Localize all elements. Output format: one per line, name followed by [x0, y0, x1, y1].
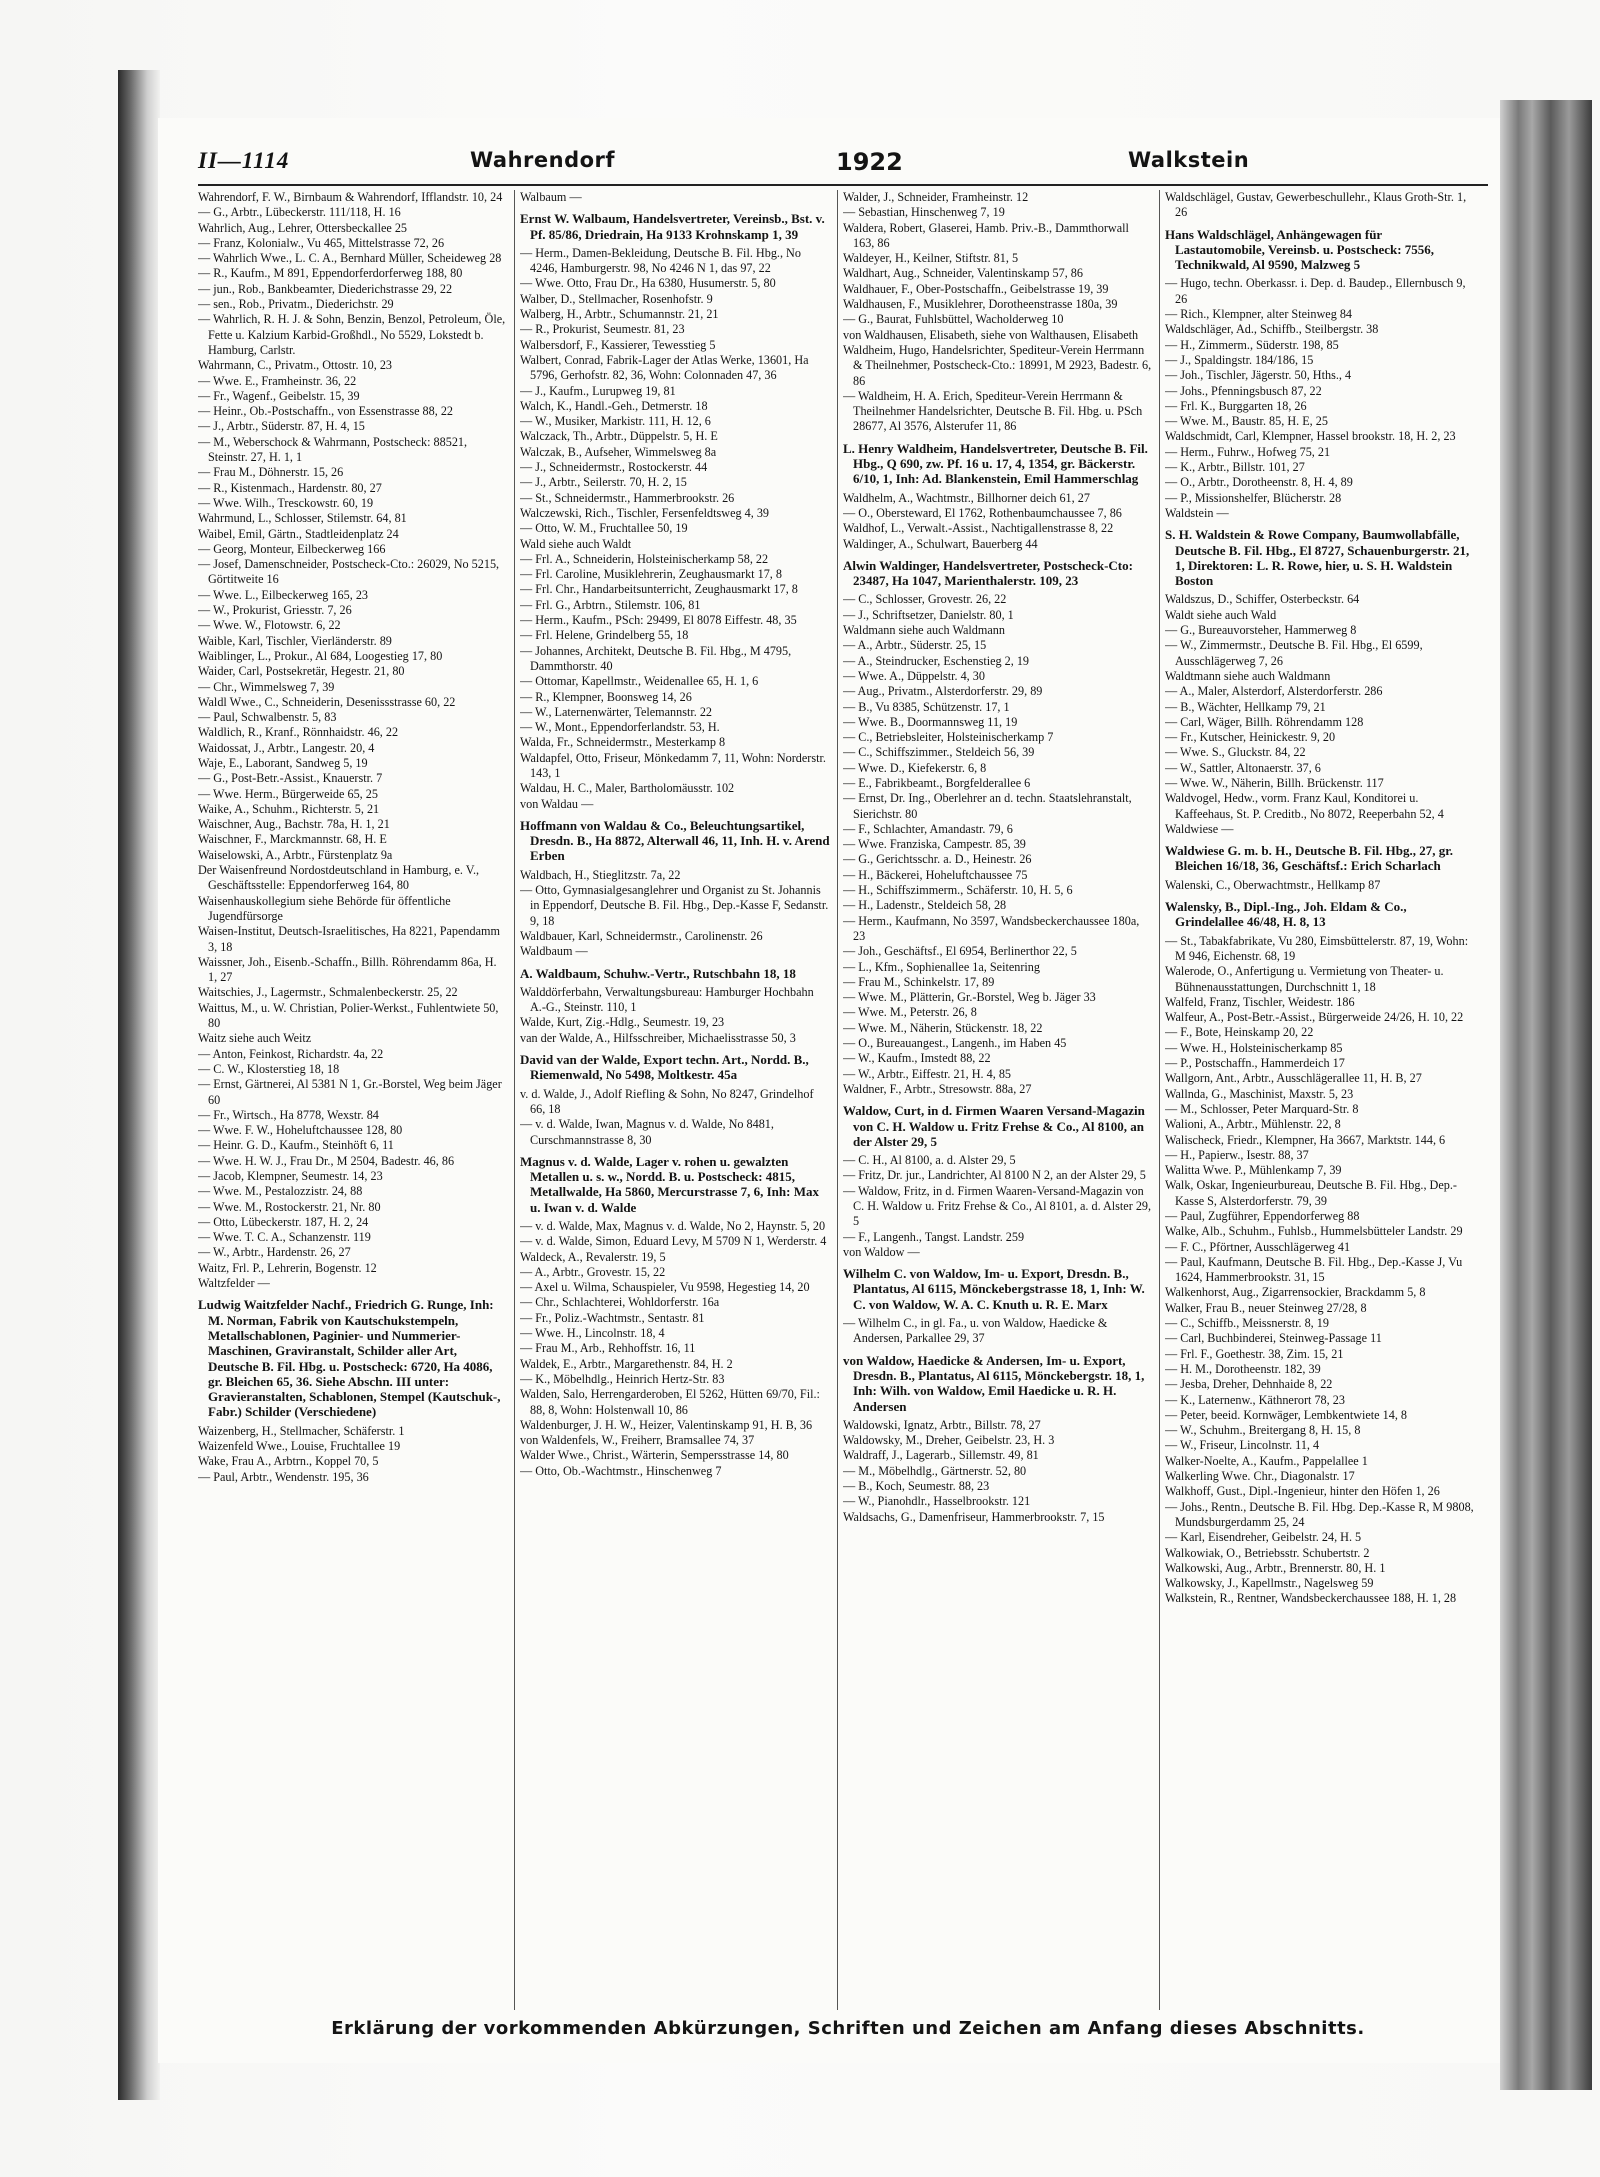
directory-entry: — R., Kaufm., M 891, Eppendorferdorferweg 188, 80 — [198, 266, 463, 281]
directory-entry: — Wwe. D., Kiefekerstr. 6, 8 — [843, 760, 987, 775]
directory-entry: — Georg, Monteur, Eilbeckerweg 166 — [198, 541, 386, 556]
directory-entry: — Wwe. A., Düppelstr. 4, 30 — [843, 668, 985, 683]
directory-entry: — H., Zimmerm., Süderstr. 198, 85 — [1165, 337, 1339, 352]
directory-entry: S. H. Waldstein & Rowe Company, Baumwollabfälle, Deutsche B. Fil. Hbg., El 8727, Schauenburgerstr. 21, 1, Direktoren: L. R. Rowe, hier, u. S. H. Waldstein Boston — [1165, 527, 1470, 589]
directory-entry: — W., Arbtr., Eiffestr. 21, H. 4, 85 — [843, 1066, 1012, 1081]
directory-entry: — Wwe. W., Flotowstr. 6, 22 — [198, 618, 341, 633]
directory-entry: Waje, E., Laborant, Sandweg 5, 19 — [198, 755, 368, 770]
directory-entry: — Johannes, Architekt, Deutsche B. Fil. Hbg., M 4795, Dammthorstr. 40 — [520, 643, 792, 673]
directory-entry: — v. d. Walde, Iwan, Magnus v. d. Walde, No 8481, Curschmannstrasse 8, 30 — [520, 1117, 774, 1147]
directory-entry: — Ernst, Gärtnerei, Al 5381 N 1, Gr.-Borstel, Weg beim Jäger 60 — [198, 1077, 502, 1107]
directory-entry: Waldstein — — [1165, 505, 1229, 520]
directory-column-3 — [843, 190, 1153, 2010]
directory-entry: — Otto, W. M., Fruchtallee 50, 19 — [520, 521, 688, 536]
directory-entry: — F., Langenh., Tangst. Landstr. 259 — [843, 1229, 1025, 1244]
directory-entry: Waitz, Frl. P., Lehrerin, Bogenstr. 12 — [198, 1260, 377, 1275]
directory-entry: Walk, Oskar, Ingenieurbureau, Deutsche B. Fil. Hbg., Dep.-Kasse S, Alsterdorferstr. 79, 39 — [1165, 1178, 1457, 1208]
directory-entry: — Wwe. M., Rostockerstr. 21, Nr. 80 — [198, 1199, 381, 1214]
directory-entry: Alwin Waldinger, Handelsvertreter, Postscheck-Cto: 23487, Ha 1047, Marienthalerstr. 109, 23 — [843, 557, 1133, 589]
directory-entry: — Josef, Damenschneider, Postscheck-Cto.: 26029, No 5215, Görtitweite 16 — [198, 557, 500, 587]
directory-entry: Walczack, Th., Arbtr., Düppelstr. 5, H. E — [520, 429, 718, 444]
directory-entry: Walczewski, Rich., Tischler, Fersenfeldtsweg 4, 39 — [520, 505, 770, 520]
directory-entry: — R., Prokurist, Seumestr. 81, 23 — [520, 322, 685, 337]
directory-entry: — K., Laternenw., Käthnerort 78, 23 — [1165, 1392, 1345, 1407]
directory-entry: Waldszus, D., Schiffer, Osterbeckstr. 64 — [1165, 592, 1360, 607]
directory-entry: Walkhoff, Gust., Dipl.-Ingenieur, hinter den Höfen 1, 26 — [1165, 1484, 1440, 1499]
directory-entry: — Wwe. M., Plätterin, Gr.-Borstel, Weg b. Jäger 33 — [843, 990, 1096, 1005]
directory-entry: Waldt siehe auch Wald — [1165, 607, 1277, 622]
directory-entry: Hoffmann von Waldau & Co., Beleuchtungsartikel, Dresdn. B., Ha 8872, Alterwall 46, 11, Inh. H. v. Arend Erben — [520, 817, 830, 864]
directory-entry: — Herm., Kaufm., PSch: 29499, El 8078 Eiffestr. 48, 35 — [520, 613, 797, 628]
directory-entry: — Fr., Poliz.-Wachtmstr., Sentastr. 81 — [520, 1310, 705, 1325]
directory-entry: Waiblinger, L., Prokur., Al 684, Loogestieg 17, 80 — [198, 648, 443, 663]
directory-entry: Waider, Carl, Postsekretär, Hegestr. 21, 80 — [198, 664, 405, 679]
directory-entry: — Paul, Schwalbenstr. 5, 83 — [198, 710, 337, 725]
directory-entry: — Frau M., Döhnerstr. 15, 26 — [198, 465, 344, 480]
directory-entry: — H., Ladenstr., Steldeich 58, 28 — [843, 898, 1007, 913]
directory-entry: — Heinr. G. D., Kaufm., Steinhöft 6, 11 — [198, 1138, 394, 1153]
directory-entry: — Karl, Eisendreher, Geibelstr. 24, H. 5 — [1165, 1530, 1362, 1545]
directory-entry: — J., Schriftsetzer, Danielstr. 80, 1 — [843, 607, 1014, 622]
directory-entry: Waldwiese G. m. b. H., Deutsche B. Fil. Hbg., 27, gr. Bleichen 16/18, 36, Geschäftsf.: Erich Scharlach — [1165, 843, 1454, 874]
directory-entry: Waldlich, R., Kranf., Rönnhaidstr. 46, 22 — [198, 725, 399, 740]
directory-entry: Ludwig Waitzfelder Nachf., Friedrich G. Runge, Inh: M. Norman, Fabrik von Kautschukstempeln, Metallschablonen, Paginier- und Nummerier-Maschinen, Graviranstalt, Schilder aller Art, Deutsche B. Fil. Hbg. u. Postscheck: 6720, Ha 4086, gr. Bleichen 65, 36. Siehe Abschn. III unter: Gravieranstalten, Schablonen, Stempel (Kautschuk-, Fabr.) Schilder (Verschiedene) — [198, 1297, 501, 1420]
directory-entry: Waldera, Robert, Glaserei, Hamb. Priv.-B., Dammthorwall 163, 86 — [843, 220, 1129, 250]
directory-entry: — Carl, Buchbinderei, Steinweg-Passage 11 — [1165, 1331, 1382, 1346]
directory-entry: — G., Bureauvorsteher, Hammerweg 8 — [1165, 623, 1357, 638]
directory-entry: — Herm., Damen-Bekleidung, Deutsche B. Fil. Hbg., No 4246, Hamburgerstr. 98, No 4246 N 1, das 97, 22 — [520, 245, 801, 276]
directory-entry: Walkowsky, J., Kapellmstr., Nagelsweg 59 — [1165, 1576, 1374, 1591]
directory-entry: Waldvogel, Hedw., vorm. Franz Kaul, Konditorei u. Kaffeehaus, St. P. Creditb., No 8072, Reeperbahn 52, 4 — [1165, 791, 1444, 821]
directory-entry: — G., Gerichtsschr. a. D., Heinestr. 26 — [843, 852, 1032, 867]
directory-entry: — W., Zimmermstr., Deutsche B. Fil. Hbg., El 6599, Ausschlägerweg 7, 26 — [1165, 638, 1423, 668]
directory-entry: — Heinr., Ob.-Postschaffn., von Essenstrasse 88, 22 — [198, 404, 454, 419]
directory-entry: — W., Arbtr., Hardenstr. 26, 27 — [198, 1245, 351, 1260]
directory-entry: von Waldow, Haedicke & Andersen, Im- u. Export, Dresdn. B., Plantatus, Al 6115, Mönckebergstr. 18, 1, Inh: Wilh. von Waldow, Emil Haedicke u. R. H. Andersen — [843, 1352, 1145, 1414]
directory-entry: — A., Arbtr., Grovestr. 15, 22 — [520, 1264, 666, 1279]
directory-entry: Waible, Karl, Tischler, Vierländerstr. 89 — [198, 633, 392, 648]
directory-entry: — J., Kaufm., Lurupweg 19, 81 — [520, 383, 676, 398]
directory-entry: Wahrendorf, F. W., Birnbaum & Wahrendorf, Ifflandstr. 10, 24 — [198, 190, 503, 204]
directory-entry: — B., Vu 8385, Schützenstr. 17, 1 — [843, 699, 1010, 714]
directory-entry: — Waldheim, H. A. Erich, Spediteur-Verein Herrmann & Theilnehmer Handelsrichter, Deutsche B. Fil. Hbg. u. PSch 28677, Al 3576, Alsterufer 11, 86 — [843, 388, 1143, 434]
directory-entry: Walkowski, Aug., Arbtr., Brennerstr. 80, H. 1 — [1165, 1560, 1386, 1575]
directory-entry: — Wwe. Herm., Bürgerweide 65, 25 — [198, 786, 378, 801]
directory-entry: Waldsachs, G., Damenfriseur, Hammerbrookstr. 7, 15 — [843, 1509, 1105, 1524]
directory-entry: — Otto, Gymnasialgesanglehrer und Organist zu St. Johannis in Eppendorf, Deutsche B. Fil. Hbg., Dep.-Kasse F, Sedanstr. 9, 18 — [520, 883, 829, 928]
directory-entry: — J., Arbtr., Seilerstr. 70, H. 2, 15 — [520, 475, 687, 490]
directory-entry: Waldschmidt, Carl, Klempner, Hassel brookstr. 18, H. 2, 23 — [1165, 429, 1456, 444]
directory-entry: — W., Laternenwärter, Telemannstr. 22 — [520, 704, 713, 719]
directory-entry: — Paul, Zugführer, Eppendorferweg 88 — [1165, 1209, 1360, 1223]
directory-entry: — Wwe. H., Holsteinischerkamp 85 — [1165, 1040, 1343, 1055]
directory-entry: — W., Prokurist, Griesstr. 7, 26 — [198, 603, 352, 618]
directory-entry: — E., Fabrikbeamt., Borgfelderallee 6 — [843, 775, 1031, 790]
directory-entry: — Johs., Pfenningsbusch 87, 22 — [1165, 383, 1322, 398]
directory-entry: Waldeck, A., Revalerstr. 19, 5 — [520, 1249, 666, 1264]
directory-entry: Walitta Wwe. P., Mühlenkamp 7, 39 — [1165, 1163, 1342, 1178]
directory-entry: — St., Tabakfabrikate, Vu 280, Eimsbüttelerstr. 87, 19, Wohn: M 946, Eichenstr. 68, 19 — [1165, 933, 1469, 963]
directory-entry: — Frl. A., Schneiderin, Holsteinischerkamp 58, 22 — [520, 551, 769, 566]
directory-entry: — Frau M., Arb., Rehhoffstr. 16, 11 — [520, 1341, 696, 1356]
directory-column-4 — [1165, 190, 1475, 2010]
directory-entry: Waldhelm, A., Wachtmstr., Billhorner deich 61, 27 — [843, 490, 1090, 505]
directory-entry: Walker-Noelte, A., Kaufm., Pappelallee 1 — [1165, 1453, 1368, 1468]
directory-column-2 — [520, 190, 830, 2010]
directory-entry: — Paul, Kaufmann, Deutsche B. Fil. Hbg., Dep.-Kasse J, Vu 1624, Hammerbrookstr. 31, 15 — [1165, 1254, 1463, 1285]
directory-entry: — Frl. Caroline, Musiklehrerin, Zeughausmarkt 17, 8 — [520, 567, 782, 582]
directory-entry: Waldau, H. C., Maler, Bartholomäusstr. 102 — [520, 781, 735, 796]
directory-entry: — Wwe. W., Näherin, Billh. Brückenstr. 117 — [1165, 775, 1384, 790]
directory-entry: — Ernst, Dr. Ing., Oberlehrer an d. techn. Staatslehranstalt, Sierichstr. 80 — [843, 791, 1132, 821]
directory-entry: — Wwe. H., Lincolnstr. 18, 4 — [520, 1326, 665, 1341]
directory-entry: von Waldau — — [520, 796, 594, 811]
directory-entry: Wahrlich, Aug., Lehrer, Ottersbeckallee 25 — [198, 220, 408, 235]
directory-entry: — H., Bäckerei, Hoheluftchaussee 75 — [843, 867, 1028, 882]
directory-entry: Walioni, A., Arbtr., Mühlenstr. 22, 8 — [1165, 1117, 1341, 1132]
directory-entry: — Chr., Wimmelsweg 7, 39 — [198, 679, 335, 694]
directory-entry: Wallgorn, Ant., Arbtr., Ausschlägerallee 11, H. B, 27 — [1165, 1071, 1422, 1086]
directory-entry: Waisen-Institut, Deutsch-Israelitisches, Ha 8221, Papendamm 3, 18 — [198, 924, 500, 954]
directory-entry: Waldbaum — — [520, 944, 588, 959]
directory-entry: — Johs., Rentn., Deutsche B. Fil. Hbg. Dep.-Kasse R, M 9808, Mundsburgerdamm 25, 24 — [1165, 1499, 1474, 1529]
directory-entry: — J., Arbtr., Süderstr. 87, H. 4, 15 — [198, 419, 365, 434]
directory-entry: — Ottomar, Kapellmstr., Weidenallee 65, H. 1, 6 — [520, 674, 759, 689]
book-spine-shadow — [118, 70, 160, 2100]
directory-entry: Waidossat, J., Arbtr., Langestr. 20, 4 — [198, 740, 375, 755]
directory-page — [158, 118, 1500, 2063]
directory-entry: — Wwe. Otto, Frau Dr., Ha 6380, Husumerstr. 5, 80 — [520, 276, 776, 291]
column-divider — [514, 190, 515, 2010]
directory-entry: — Sebastian, Hinschenweg 7, 19 — [843, 205, 1005, 220]
directory-entry: Waitz siehe auch Weitz — [198, 1031, 312, 1046]
directory-entry: — J., Spaldingstr. 184/186, 15 — [1165, 352, 1314, 367]
directory-entry: — M., Möbelhdlg., Gärtnerstr. 52, 80 — [843, 1463, 1027, 1478]
directory-entry: von Waldenfels, W., Freiherr, Bramsallee 74, 37 — [520, 1433, 755, 1448]
directory-entry: Waldhauer, F., Ober-Postschaffn., Geibelstrasse 19, 39 — [843, 281, 1109, 296]
directory-entry: Waldhart, Aug., Schneider, Valentinskamp 57, 86 — [843, 266, 1083, 281]
directory-entry: — C., Schiffb., Meissnerstr. 8, 19 — [1165, 1316, 1329, 1331]
directory-entry: Walder, J., Schneider, Framheinstr. 12 — [843, 190, 1029, 204]
directory-entry: Waldowski, Ignatz, Arbtr., Billstr. 78, 27 — [843, 1417, 1041, 1432]
directory-entry: — W., Mont., Eppendorferlandstr. 53, H. — [520, 720, 720, 735]
directory-entry: — Otto, Lübeckerstr. 187, H. 2, 24 — [198, 1214, 369, 1229]
directory-entry: Walberg, H., Arbtr., Schumannstr. 21, 21 — [520, 307, 719, 322]
page-header — [198, 148, 1488, 186]
directory-entry: — Wwe. M., Pestalozzistr. 24, 88 — [198, 1184, 363, 1199]
directory-entry: Walerode, O., Anfertigung u. Vermietung von Theater- u. Bühnenausstattungen, Durchschnitt 1, 18 — [1165, 964, 1444, 994]
directory-entry: — B., Koch, Seumestr. 88, 23 — [843, 1479, 990, 1494]
directory-entry: Waldschlägel, Gustav, Gewerbeschullehr., Klaus Groth-Str. 1, 26 — [1165, 190, 1467, 220]
directory-entry: — F., Schlachter, Amandastr. 79, 6 — [843, 821, 1013, 836]
directory-entry: — Paul, Arbtr., Wendenstr. 195, 36 — [198, 1469, 369, 1484]
directory-entry: Waldtmann siehe auch Waldmann — [1165, 668, 1331, 683]
directory-entry: Waldowsky, M., Dreher, Geibelstr. 23, H. 3 — [843, 1433, 1055, 1448]
abbreviations-note: Erklärung der vorkommenden Abkürzungen, Schriften und Zeichen am Anfang dieses Abschnitts. — [331, 2018, 1365, 2039]
directory-entry: Walke, Alb., Schuhm., Fuhlsb., Hummelsbütteler Landstr. 29 — [1165, 1224, 1463, 1239]
directory-entry: Walden, Salo, Herrengarderoben, El 5262, Hütten 69/70, Fil.: 88, 8, Wohn: Holstenwall 10, 86 — [520, 1387, 820, 1417]
directory-entry: Wallnda, G., Maschinist, Maxstr. 5, 23 — [1165, 1086, 1354, 1101]
page-number: II—1114 — [198, 148, 290, 173]
directory-entry: Waibel, Emil, Gärtn., Stadtleidenplatz 24 — [198, 526, 399, 541]
directory-entry: Walker, Frau B., neuer Steinweg 27/28, 8 — [1165, 1300, 1367, 1315]
directory-entry: van der Walde, A., Hilfsschreiber, Michaelisstrasse 50, 3 — [520, 1030, 796, 1045]
directory-entry: — L., Kfm., Sophienallee 1a, Seitenring — [843, 959, 1040, 974]
directory-entry: Waisenhauskollegium siehe Behörde für öffentliche Jugendfürsorge — [198, 893, 451, 923]
directory-entry: Walbersdorf, F., Kassierer, Tewesstieg 5 — [520, 337, 716, 352]
left-guide-word: Wahrendorf — [470, 148, 616, 172]
directory-entry: — O., Bureauangest., Langenh., im Haben 45 — [843, 1036, 1067, 1051]
directory-entry: Walde, Kurt, Zig.-Hdlg., Seumestr. 19, 23 — [520, 1015, 725, 1030]
directory-entry: Waizenberg, H., Stellmacher, Schäferstr. 1 — [198, 1423, 405, 1438]
directory-entry: Waldschläger, Ad., Schiffb., Steilbergstr. 38 — [1165, 322, 1379, 337]
directory-entry: — Jesba, Dreher, Dehnhaide 8, 22 — [1165, 1377, 1333, 1392]
directory-entry: — Frl. F., Goethestr. 38, Zim. 15, 21 — [1165, 1346, 1344, 1361]
directory-entry: — G., Arbtr., Lübeckerstr. 111/118, H. 16 — [198, 205, 401, 220]
directory-entry: — Wwe. B., Doormannsweg 11, 19 — [843, 714, 1018, 729]
directory-entry: — Joh., Tischler, Jägerstr. 50, Hths., 4 — [1165, 368, 1352, 383]
directory-entry: Waldeyer, H., Keilner, Stiftstr. 81, 5 — [843, 251, 1019, 266]
directory-entry: — C., Betriebsleiter, Holsteinischerkamp 7 — [843, 730, 1054, 745]
directory-entry: Waldbach, H., Stieglitzstr. 7a, 22 — [520, 867, 681, 882]
directory-entry: Walischeck, Friedr., Klempner, Ha 3667, Marktstr. 144, 6 — [1165, 1132, 1446, 1147]
directory-entry: Walbaum — — [520, 190, 582, 204]
directory-entry: — v. d. Walde, Simon, Eduard Levy, M 5709 N 1, Werderstr. 4 — [520, 1234, 827, 1249]
directory-entry: — Fritz, Dr. jur., Landrichter, Al 8100 N 2, an der Alster 29, 5 — [843, 1168, 1146, 1183]
directory-entry: — K., Arbtr., Billstr. 101, 27 — [1165, 460, 1305, 475]
directory-entry: — W., Friseur, Lincolnstr. 11, 4 — [1165, 1438, 1320, 1453]
column-divider — [837, 190, 838, 2010]
directory-entry: — Frau M., Schinkelstr. 17, 89 — [843, 974, 995, 989]
directory-entry: — St., Schneidermstr., Hammerbrookstr. 26 — [520, 490, 735, 505]
directory-entry: Waldraff, J., Lagerarb., Sillemstr. 49, 81 — [843, 1448, 1039, 1463]
directory-entry: Walddörferbahn, Verwaltungsbureau: Hamburger Hochbahn A.-G., Steinstr. 110, 1 — [520, 984, 814, 1015]
directory-column-1 — [198, 190, 508, 2010]
directory-entry: — M., Weberschock & Wahrmann, Postscheck: 88521, Steinstr. 27, H. 1, 1 — [198, 434, 468, 465]
directory-entry: Waldl Wwe., C., Schneiderin, Desenissstrasse 60, 22 — [198, 694, 456, 709]
directory-entry: — sen., Rob., Privatm., Diederichstr. 29 — [198, 297, 394, 312]
directory-entry: — C. H., Al 8100, a. d. Alster 29, 5 — [843, 1153, 1016, 1168]
directory-entry: Waitschies, J., Lagermstr., Schmalenbeckerstr. 25, 22 — [198, 985, 458, 1000]
directory-entry: — O., Arbtr., Dorotheenstr. 8, H. 4, 89 — [1165, 475, 1353, 490]
directory-entry: Magnus v. d. Walde, Lager v. rohen u. gewalzten Metallen u. s. w., Nordd. B. u. Postscheck: 4815, Metallwalde, Ha 5860, Mercurstrasse 7, 6, Inh: Max u. Iwan v. d. Walde — [520, 1153, 819, 1215]
directory-entry: — H. M., Dorotheenstr. 182, 39 — [1165, 1361, 1321, 1376]
directory-entry: — O., Obersteward, El 1762, Rothenbaumchaussee 7, 86 — [843, 505, 1122, 520]
directory-entry: — Wwe. T. C. A., Schanzenstr. 119 — [198, 1230, 371, 1245]
directory-entry: Waischner, F., Marckmannstr. 68, H. E — [198, 832, 387, 847]
directory-year: 1922 — [836, 148, 903, 176]
directory-entry: — Wwe. E., Framheinstr. 36, 22 — [198, 373, 357, 388]
directory-entry: Der Waisenfreund Nordostdeutschland in Hamburg, e. V., Geschäftsstelle: Eppendorferweg 164, 80 — [198, 863, 480, 893]
directory-entry: Walenski, C., Oberwachtmstr., Hellkamp 87 — [1165, 877, 1381, 892]
directory-entry: — H., Papierw., Isestr. 88, 37 — [1165, 1147, 1309, 1162]
directory-entry: — Rich., Klempner, alter Steinweg 84 — [1165, 307, 1353, 322]
directory-entry: Walensky, B., Dipl.-Ing., Joh. Eldam & Co., Grindelallee 46/48, H. 8, 13 — [1165, 899, 1407, 930]
directory-entry: Walder Wwe., Christ., Wärterin, Sempersstrasse 14, 80 — [520, 1448, 789, 1463]
directory-entry: — Peter, beeid. Kornwäger, Lembkentwiete 14, 8 — [1165, 1407, 1408, 1422]
directory-entry: Walbert, Conrad, Fabrik-Lager der Atlas Werke, 13601, Ha 5796, Gerhofstr. 82, 36, Wohn: Colonnaden 47, 36 — [520, 352, 809, 383]
directory-entry: Wake, Frau A., Arbtrn., Koppel 70, 5 — [198, 1454, 379, 1469]
directory-entry: — Wwe. F. W., Hoheluftchaussee 128, 80 — [198, 1123, 403, 1138]
directory-entry: Walfeld, Franz, Tischler, Weidestr. 186 — [1165, 994, 1355, 1009]
directory-entry: Waltzfelder — — [198, 1276, 270, 1291]
directory-entry: — W., Musiker, Markistr. 111, H. 12, 6 — [520, 414, 711, 429]
directory-entry: — P., Missionshelfer, Blücherstr. 28 — [1165, 490, 1342, 505]
directory-entry: — Jacob, Klempner, Seumestr. 14, 23 — [198, 1169, 383, 1183]
directory-entry: — F. C., Pförtner, Ausschlägerweg 41 — [1165, 1239, 1351, 1254]
directory-entry: Waldow, Curt, in d. Firmen Waaren Versand-Magazin von C. H. Waldow u. Fritz Frehse & Co., Al 8100, an der Alster 29, 5 — [843, 1103, 1145, 1149]
directory-entry: — C., Schiffszimmer., Steldeich 56, 39 — [843, 745, 1035, 760]
directory-entry: Waldheim, Hugo, Handelsrichter, Spediteur-Verein Herrmann & Theilnehmer, Postscheck-Cto.: 18991, M 2923, Badestr. 6, 86 — [843, 342, 1152, 388]
right-guide-word: Walkstein — [1128, 148, 1250, 172]
directory-entry: — Fr., Wagenf., Geibelstr. 15, 39 — [198, 388, 360, 403]
directory-entry: Waldapfel, Otto, Friseur, Mönkedamm 7, 11, Wohn: Norderstr. 143, 1 — [520, 750, 826, 780]
directory-entry: Walch, K., Handl.-Geh., Detmerstr. 18 — [520, 398, 708, 413]
directory-entry: — A., Arbtr., Süderstr. 25, 15 — [843, 638, 987, 653]
directory-entry: — H., Schiffszimmerm., Schäferstr. 10, H. 5, 6 — [843, 883, 1073, 898]
directory-entry: Waldwiese — — [1165, 821, 1234, 836]
directory-entry: — Wwe. H. W. J., Frau Dr., M 2504, Badestr. 46, 86 — [198, 1153, 455, 1168]
directory-entry: Wilhelm C. von Waldow, Im- u. Export, Dresdn. B., Plantatus, Al 6115, Mönckebergstrasse 18, 1, Inh: W. C. von Waldow, W. A. C. Knuth u. R. E. Marx — [843, 1266, 1145, 1312]
directory-entry: Waike, A., Schuhm., Richterstr. 5, 21 — [198, 801, 380, 816]
directory-entry: Walczak, B., Aufseher, Wimmelsweg 8a — [520, 444, 717, 459]
directory-entry: — Otto, Ob.-Wachtmstr., Hinschenweg 7 — [520, 1463, 722, 1478]
directory-entry: — Fr., Kutscher, Heinickestr. 9, 20 — [1165, 730, 1336, 745]
directory-entry: — C., Schlosser, Grovestr. 26, 22 — [843, 592, 1007, 607]
directory-entry: — W., Sattler, Altonaerstr. 37, 6 — [1165, 760, 1321, 775]
directory-entry: Walkerling Wwe. Chr., Diagonalstr. 17 — [1165, 1469, 1355, 1484]
directory-entry: Waldmann siehe auch Waldmann — [843, 623, 1005, 638]
directory-entry: — Frl. K., Burggarten 18, 26 — [1165, 398, 1307, 413]
directory-entry: — Hugo, techn. Oberkassr. i. Dep. d. Baudep., Ellernbusch 9, 26 — [1165, 276, 1466, 306]
directory-entry: — A., Maler, Alsterdorf, Alsterdorferstr. 286 — [1165, 684, 1383, 699]
directory-entry: — Frl. Helene, Grindelberg 55, 18 — [520, 628, 689, 643]
directory-entry: — Aug., Privatm., Alsterdorferstr. 29, 89 — [843, 684, 1043, 699]
directory-entry: — Wahrlich, R. H. J. & Sohn, Benzin, Benzol, Petroleum, Öle, Fette u. Kalzium Karbid-Großhdl., No 5529, Lokstedt b. Hamburg, Carlstr. — [198, 312, 506, 357]
directory-entry: — Chr., Schlachterei, Wohldorferstr. 16a — [520, 1295, 720, 1310]
directory-entry: — Joh., Geschäftsf., El 6954, Berlinerthor 22, 5 — [843, 944, 1077, 959]
directory-entry: — Wwe. M., Baustr. 85, H. E, 25 — [1165, 414, 1328, 429]
directory-entry: von Waldhausen, Elisabeth, siehe von Walthausen, Elisabeth — [843, 327, 1139, 342]
directory-entry: — J., Schneidermstr., Rostockerstr. 44 — [520, 460, 708, 475]
directory-entry: — Wwe. Wilh., Tresckowstr. 60, 19 — [198, 495, 374, 510]
directory-entry: Waissner, Joh., Eisenb.-Schaffn., Billh. Röhrendamm 86a, H. 1, 27 — [198, 954, 497, 985]
directory-entry: — v. d. Walde, Max, Magnus v. d. Walde, No 2, Haynstr. 5, 20 — [520, 1219, 826, 1233]
directory-entry: — R., Klempner, Boonsweg 14, 26 — [520, 689, 692, 704]
directory-entry: — W., Kaufm., Imstedt 88, 22 — [843, 1051, 991, 1066]
directory-entry: von Waldow — — [843, 1244, 920, 1259]
directory-entry: Ernst W. Walbaum, Handelsvertreter, Vereinsb., Bst. v. Pf. 85/86, Driedrain, Ha 9133 Krohnskamp 1, 39 — [520, 211, 825, 242]
directory-entry: Waldenburger, J. H. W., Heizer, Valentinskamp 91, H. B, 36 — [520, 1417, 813, 1432]
directory-entry: Waldek, E., Arbtr., Margarethenstr. 84, H. 2 — [520, 1356, 733, 1371]
directory-entry: Hans Waldschlägel, Anhängewagen für Lastautomobile, Vereinsb. u. Postscheck: 7556, Technikwald, Al 9590, Malzweg 5 — [1165, 226, 1435, 273]
directory-entry: — Wilhelm C., in gl. Fa., u. von Waldow, Haedicke & Andersen, Parkallee 29, 37 — [843, 1316, 1108, 1346]
directory-entry: Waischner, Aug., Bachstr. 78a, H. 1, 21 — [198, 817, 390, 832]
directory-entry: v. d. Walde, J., Adolf Riefling & Sohn, No 8247, Grindelhof 66, 18 — [520, 1086, 814, 1116]
directory-entry: — Wwe. S., Gluckstr. 84, 22 — [1165, 745, 1306, 760]
directory-entry: Wahrmund, L., Schlosser, Stilemstr. 64, 81 — [198, 511, 407, 526]
directory-entry: — Frl. G., Arbtrn., Stilemstr. 106, 81 — [520, 597, 701, 612]
directory-entry: — Carl, Wäger, Billh. Röhrendamm 128 — [1165, 714, 1364, 729]
directory-entry: David van der Walde, Export techn. Art., Nordd. B., Riemenwald, No 5498, Moltkestr. 45a — [520, 1052, 809, 1083]
directory-columns — [198, 190, 1488, 2010]
directory-entry: — Fr., Wirtsch., Ha 8778, Wexstr. 84 — [198, 1107, 379, 1122]
directory-entry: — P., Postschaffn., Hammerdeich 17 — [1165, 1056, 1345, 1071]
directory-entry: Walfeur, A., Post-Betr.-Assist., Bürgerweide 24/26, H. 10, 22 — [1165, 1010, 1464, 1025]
directory-entry: Wald siehe auch Waldt — [520, 536, 632, 551]
directory-entry: — Wwe. M., Peterstr. 26, 8 — [843, 1005, 977, 1020]
directory-entry: — W., Pianohdlr., Hasselbrookstr. 121 — [843, 1494, 1031, 1509]
directory-entry: — K., Möbelhdlg., Heinrich Hertz-Str. 83 — [520, 1371, 725, 1386]
directory-entry: A. Waldbaum, Schuhw.-Vertr., Rutschbahn 18, 18 — [520, 965, 796, 981]
directory-entry: — Anton, Feinkost, Richardstr. 4a, 22 — [198, 1046, 384, 1061]
directory-entry: — C. W., Klosterstieg 18, 18 — [198, 1061, 340, 1076]
directory-entry: Waldhausen, F., Musiklehrer, Dorotheenstrasse 180a, 39 — [843, 297, 1118, 312]
directory-entry: — Axel u. Wilma, Schauspieler, Vu 9598, Hegestieg 14, 20 — [520, 1280, 810, 1295]
directory-entry: — Herm., Kaufmann, No 3597, Wandsbeckerchaussee 180a, 23 — [843, 913, 1140, 943]
directory-entry: Waizenfeld Wwe., Louise, Fruchtallee 19 — [198, 1439, 401, 1454]
directory-entry: Waiselowski, A., Arbtr., Fürstenplatz 9a — [198, 847, 393, 862]
directory-entry: Waldinger, A., Schulwart, Bauerberg 44 — [843, 536, 1038, 551]
directory-entry: Walkstein, R., Rentner, Wandsbeckerchaussee 188, H. 1, 28 — [1165, 1591, 1457, 1606]
directory-entry: Waldbauer, Karl, Schneidermstr., Carolinenstr. 26 — [520, 928, 763, 943]
directory-entry: Walber, D., Stellmacher, Rosenhofstr. 9 — [520, 291, 713, 306]
directory-entry: — R., Kistenmach., Hardenstr. 80, 27 — [198, 480, 382, 495]
directory-entry: Walkowiak, O., Betriebsstr. Schubertstr. 2 — [1165, 1545, 1370, 1560]
directory-entry: Waittus, M., u. W. Christian, Polier-Werkst., Fuhlentwiete 50, 80 — [198, 1000, 499, 1031]
directory-entry: — Waldow, Fritz, in d. Firmen Waaren-Versand-Magazin von C. H. Waldow u. Fritz Frehse & Co., Al 8101, a. d. Alster 29, 5 — [843, 1183, 1152, 1229]
directory-entry: — B., Wächter, Hellkamp 79, 21 — [1165, 699, 1326, 714]
book-page-edges — [1500, 100, 1592, 2090]
directory-entry: — G., Baurat, Fuhlsbüttel, Wacholderweg 10 — [843, 312, 1064, 327]
directory-entry: Wahrmann, C., Privatm., Ottostr. 10, 23 — [198, 358, 393, 373]
directory-entry: — jun., Rob., Bankbeamter, Diederichstrasse 29, 22 — [198, 281, 453, 296]
directory-entry: — M., Schlosser, Peter Marquard-Str. 8 — [1165, 1101, 1359, 1116]
directory-entry: Walkenhorst, Aug., Zigarrensockier, Brackdamm 5, 8 — [1165, 1285, 1426, 1300]
directory-entry: Walda, Fr., Schneidermstr., Mesterkamp 8 — [520, 735, 726, 750]
column-divider — [1159, 190, 1160, 2010]
directory-entry: — G., Post-Betr.-Assist., Knauerstr. 7 — [198, 771, 383, 786]
directory-entry: — Herm., Fuhrw., Hofweg 75, 21 — [1165, 444, 1331, 459]
directory-entry: Waldner, F., Arbtr., Stresowstr. 88a, 27 — [843, 1081, 1032, 1096]
directory-entry: — A., Steindrucker, Eschenstieg 2, 19 — [843, 653, 1030, 668]
directory-entry: — W., Schuhm., Breitergang 8, H. 15, 8 — [1165, 1423, 1361, 1438]
directory-entry: — Wwe. L., Eilbeckerweg 165, 23 — [198, 587, 369, 602]
directory-entry: — F., Bote, Heinskamp 20, 22 — [1165, 1025, 1314, 1040]
directory-entry: — Wwe. Franziska, Campestr. 85, 39 — [843, 837, 1026, 852]
directory-entry: — Wahrlich Wwe., L. C. A., Bernhard Müller, Scheideweg 28 — [198, 251, 502, 266]
directory-entry: — Wwe. M., Näherin, Stückenstr. 18, 22 — [843, 1020, 1043, 1035]
directory-entry: Waldhof, L., Verwalt.-Assist., Nachtigallenstrasse 8, 22 — [843, 521, 1114, 536]
directory-entry: — Franz, Kolonialw., Vu 465, Mittelstrasse 72, 26 — [198, 235, 445, 250]
directory-entry: L. Henry Waldheim, Handelsvertreter, Deutsche B. Fil. Hbg., Q 690, zw. Pf. 16 u. 17, 4, 1354, gr. Bäckerstr. 6/10, 1, Inh: Ad. Blankenstein, Emil Hammerschlag — [843, 440, 1148, 487]
directory-entry: — Frl. Chr., Handarbeitsunterricht, Zeughausmarkt 17, 8 — [520, 582, 798, 597]
